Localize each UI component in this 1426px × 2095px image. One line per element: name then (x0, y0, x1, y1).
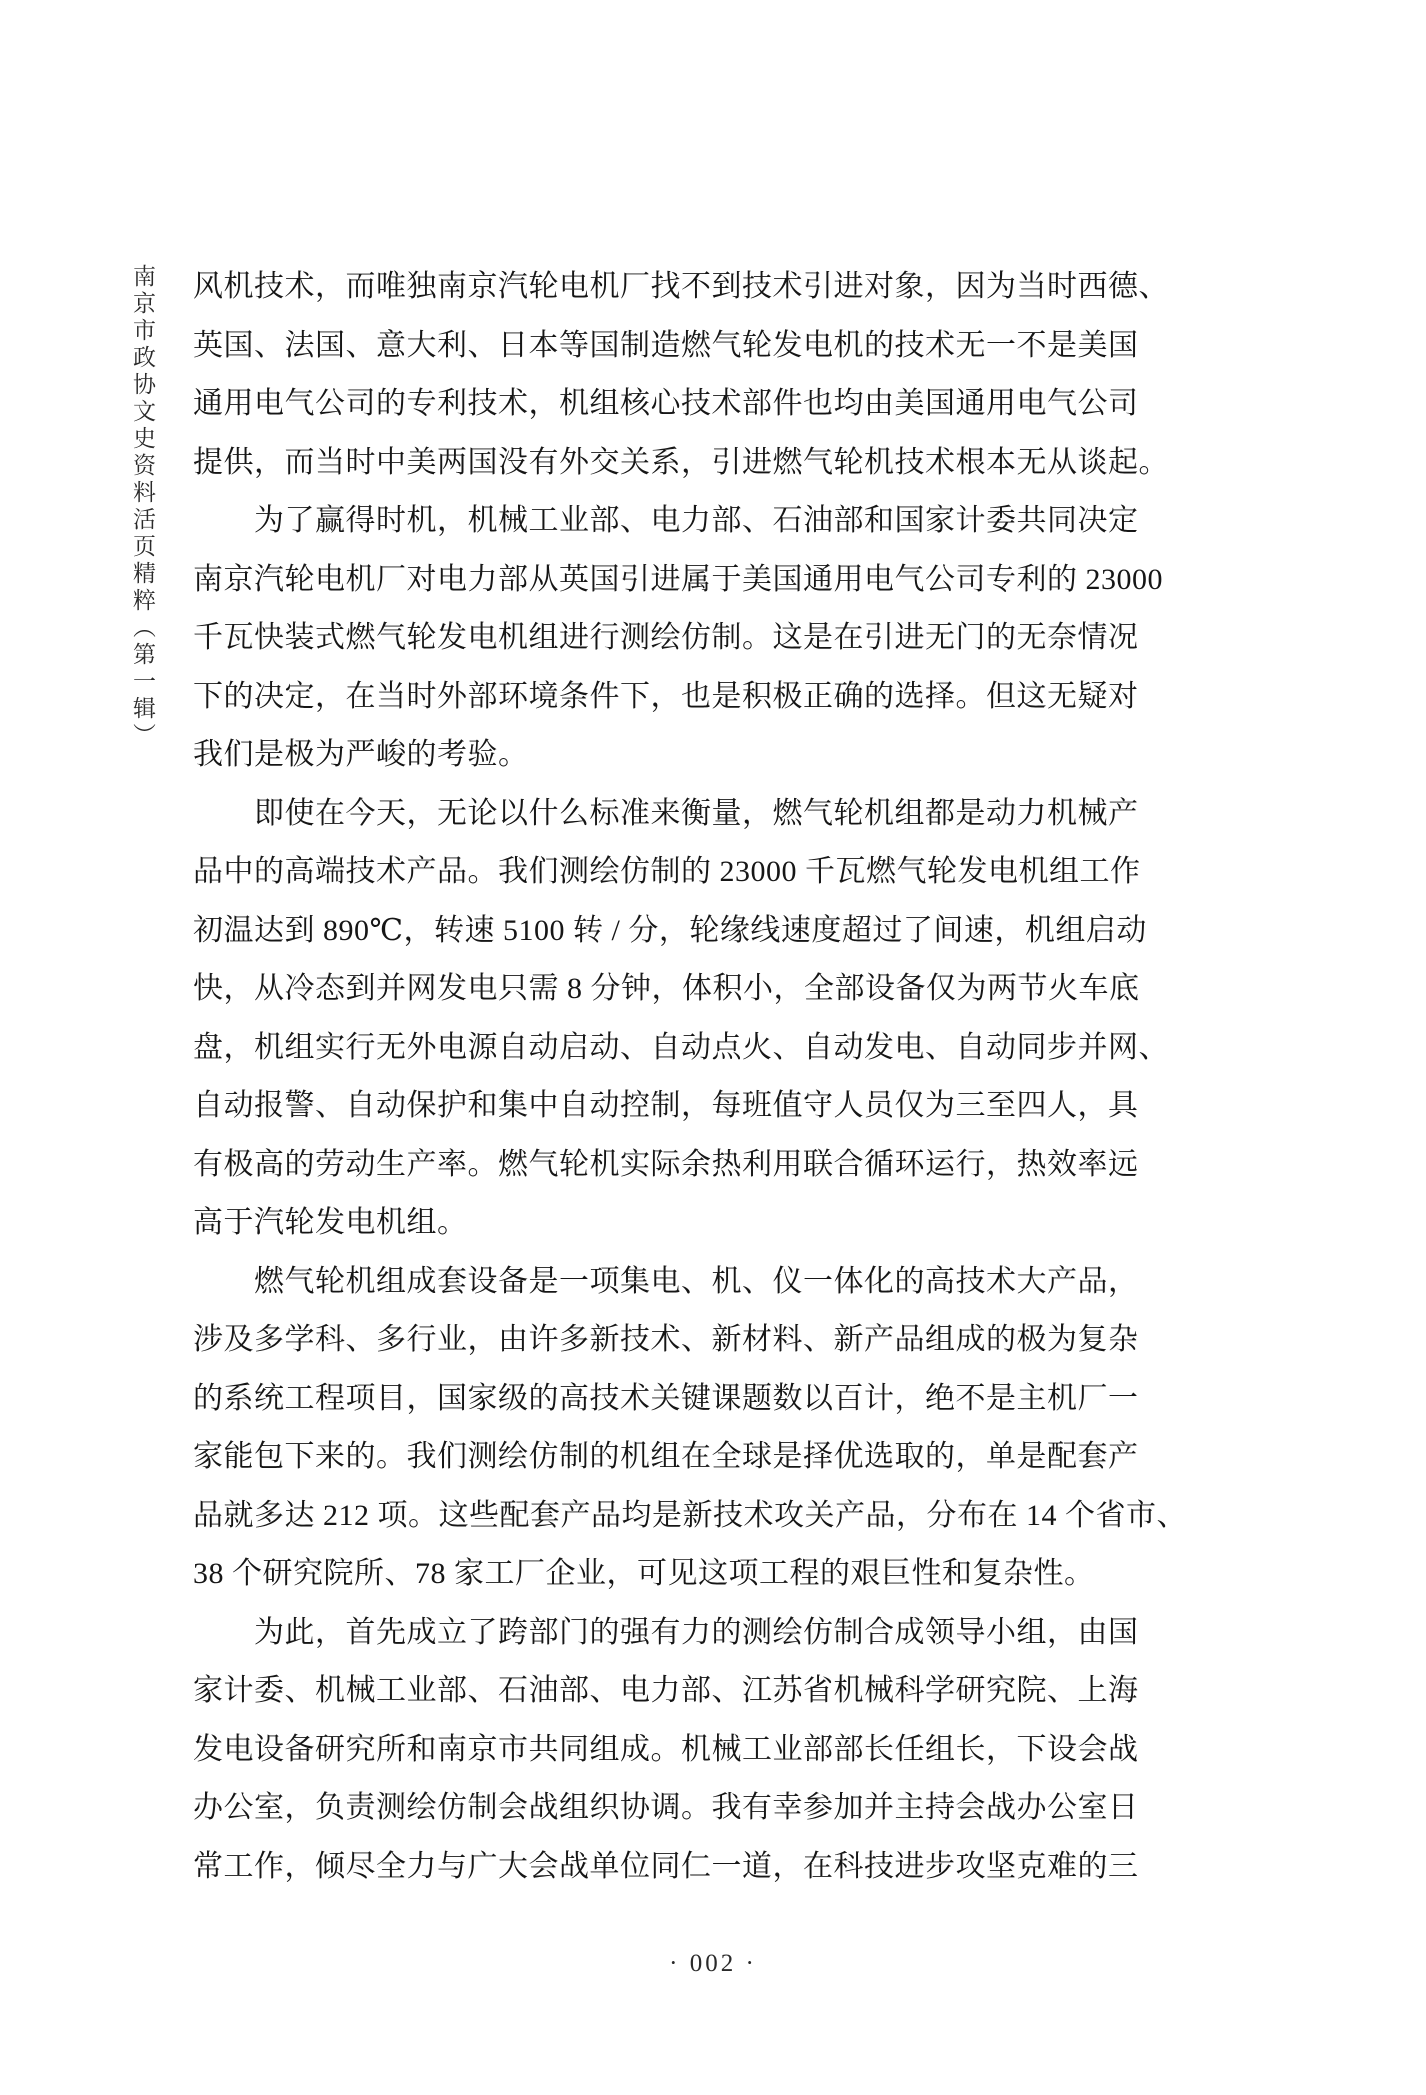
page-number: · 002 · (669, 1950, 757, 1977)
body-line: 有极高的劳动生产率。燃气轮机实际余热利用联合循环运行，热效率远 (193, 1147, 1139, 1181)
body-line: 即使在今天，无论以什么标准来衡量，燃气轮机组都是动力机械产 (254, 796, 1139, 830)
body-line: 快，从冷态到并网发电只需 8 分钟，体积小，全部设备仅为两节火车底 (193, 972, 1140, 1005)
body-line: 下的决定，在当时外部环境条件下，也是积极正确的选择。但这无疑对 (193, 679, 1139, 713)
body-line: 初温达到 890℃，转速 5100 转 / 分，轮缘线速度超过了间速，机组启动 (193, 913, 1147, 947)
body-line: 为此，首先成立了跨部门的强有力的测绘仿制合成领导小组，由国 (254, 1615, 1139, 1649)
body-line: 我们是极为严峻的考验。 (193, 738, 529, 771)
body-line: 的系统工程项目，国家级的高技术关键课题数以百计，绝不是主机厂一 (193, 1381, 1139, 1415)
body-line: 常工作，倾尽全力与广大会战单位同仁一道，在科技进步攻坚克难的三 (193, 1849, 1139, 1883)
body-line: 提供，而当时中美两国没有外交关系，引进燃气轮机技术根本无从谈起。 (193, 445, 1169, 479)
body-line: 燃气轮机组成套设备是一项集电、机、仪一体化的高技术大产品， (254, 1264, 1139, 1298)
body-line: 涉及多学科、多行业，由许多新技术、新材料、新产品组成的极为复杂 (193, 1323, 1139, 1356)
body-line: 英国、法国、意大利、日本等国制造燃气轮发电机的技术无一不是美国 (193, 328, 1139, 362)
body-line: 38 个研究院所、78 家工厂企业，可见这项工程的艰巨性和复杂性。 (193, 1557, 1095, 1590)
body-text (193, 258, 1245, 1896)
sidebar-vertical-title: 南京市政协文史资料活页精粹（第一辑） (130, 264, 155, 750)
body-line: 品中的高端技术产品。我们测绘仿制的 23000 千瓦燃气轮发电机组工作 (193, 855, 1141, 888)
body-line: 自动报警、自动保护和集中自动控制，每班值守人员仅为三至四人，具 (193, 1089, 1139, 1122)
body-line: 家计委、机械工业部、石油部、电力部、江苏省机械科学研究院、上海 (193, 1674, 1139, 1707)
body-line: 盘，机组实行无外电源自动启动、自动点火、自动发电、自动同步并网、 (193, 1030, 1169, 1064)
body-line: 南京汽轮电机厂对电力部从英国引进属于美国通用电气公司专利的 23000 (193, 562, 1163, 596)
body-line: 家能包下来的。我们测绘仿制的机组在全球是择优选取的，单是配套产 (193, 1440, 1139, 1473)
body-line: 发电设备研究所和南京市共同组成。机械工业部部长任组长，下设会战 (193, 1732, 1139, 1766)
body-line: 通用电气公司的专利技术，机组核心技术部件也均由美国通用电气公司 (193, 387, 1139, 420)
body-line: 办公室，负责测绘仿制会战组织协调。我有幸参加并主持会战办公室日 (193, 1791, 1139, 1824)
body-line: 品就多达 212 项。这些配套产品均是新技术攻关产品，分布在 14 个省市、 (193, 1498, 1187, 1532)
body-line: 千瓦快装式燃气轮发电机组进行测绘仿制。这是在引进无门的无奈情况 (193, 621, 1139, 654)
body-line: 风机技术，而唯独南京汽轮电机厂找不到技术引进对象，因为当时西德、 (193, 270, 1169, 303)
body-line: 高于汽轮发电机组。 (193, 1206, 468, 1239)
body-line: 为了赢得时机，机械工业部、电力部、石油部和国家计委共同决定 (254, 504, 1139, 537)
